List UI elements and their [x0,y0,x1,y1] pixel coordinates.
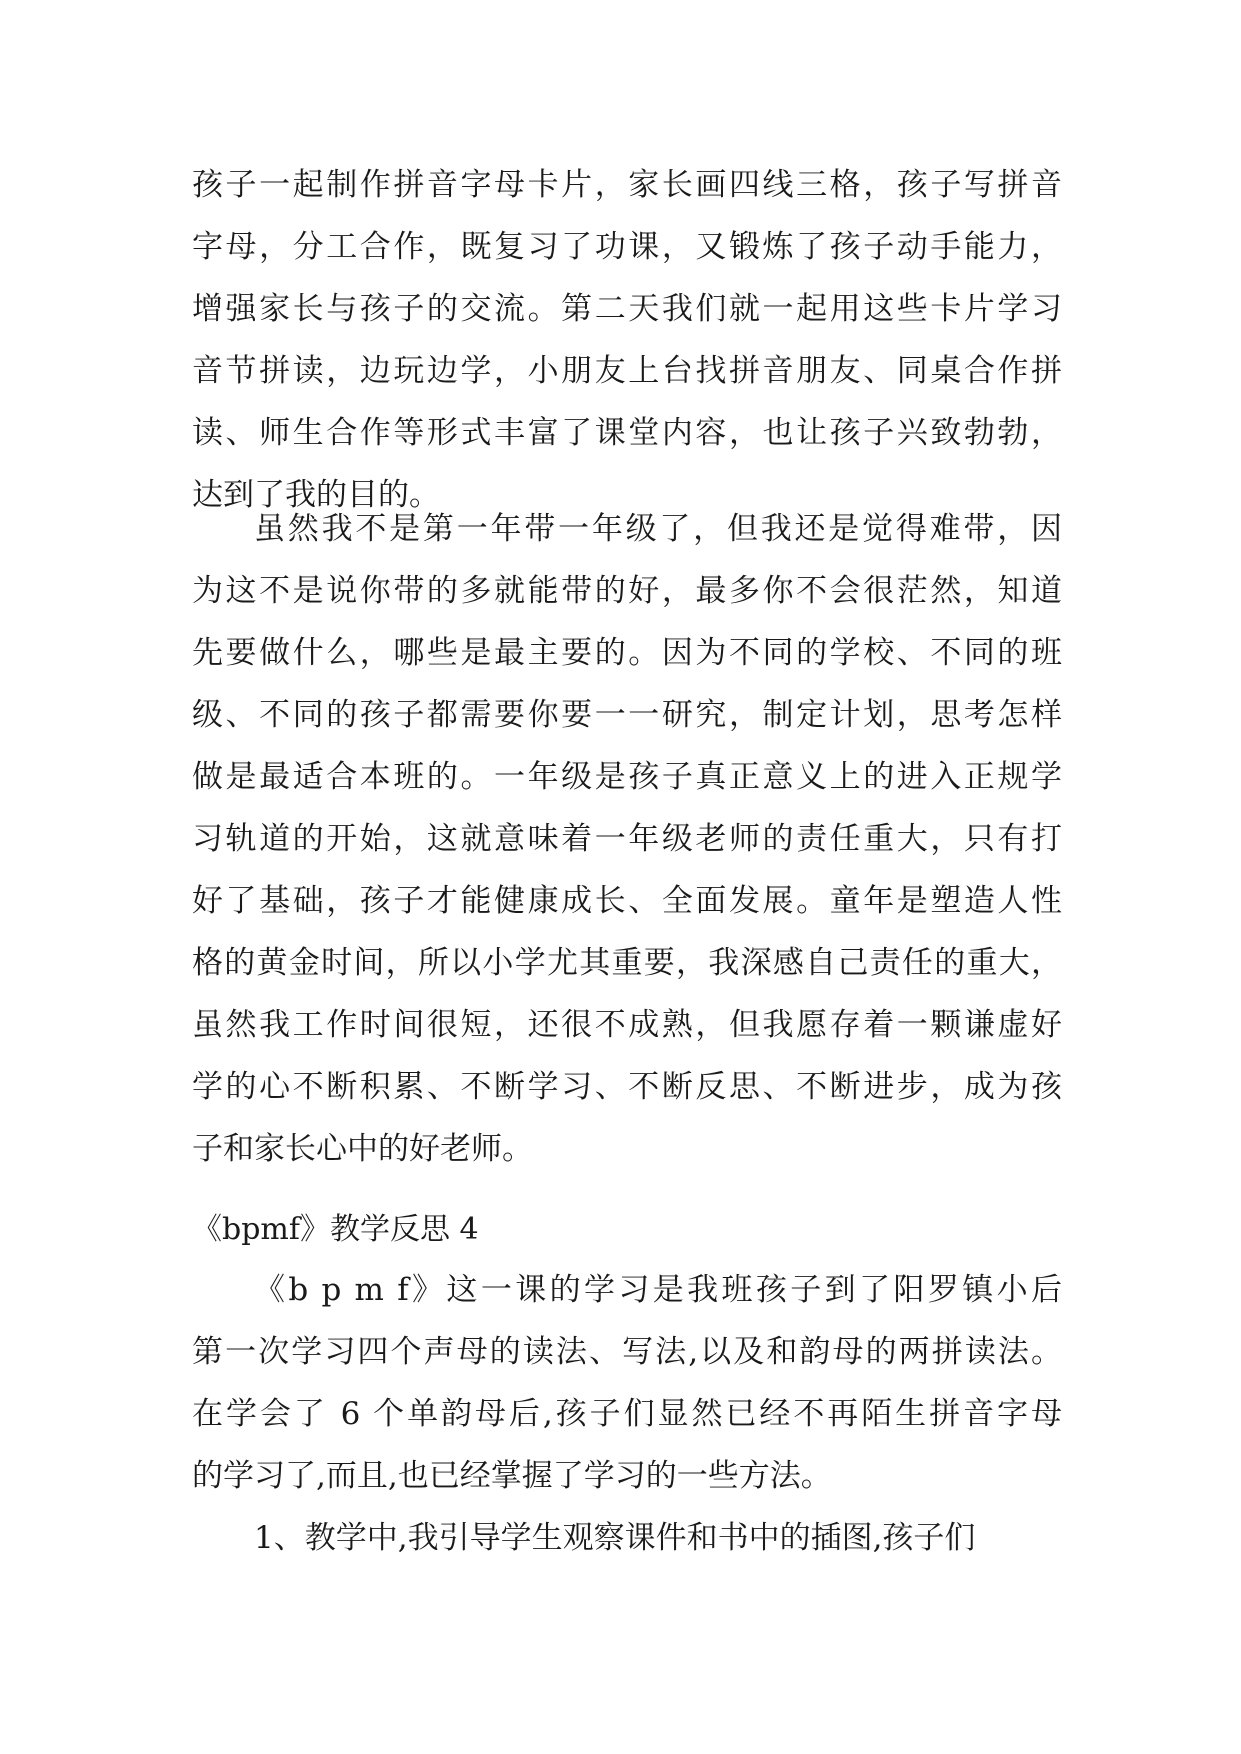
text-line: 为这不是说你带的多就能带的好，最多你不会很茫然，知道 [192,573,1062,609]
text-line: 读、师生合作等形式丰富了课堂内容，也让孩子兴致勃勃， [192,415,1062,451]
text-line: 做是最适合本班的。一年级是孩子真正意义上的进入正规学 [192,759,1062,795]
text-line: 音节拼读，边玩边学，小朋友上台找拼音朋友、同桌合作拼 [192,353,1062,389]
text-line: 第一次学习四个声母的读法、写法,以及和韵母的两拼读法。 [192,1334,1062,1370]
text-line: 达到了我的目的。 [192,477,440,513]
text-line: 学的心不断积累、不断学习、不断反思、不断进步，成为孩 [192,1069,1062,1105]
text-line: 在学会了 6 个单韵母后,孩子们显然已经不再陌生拼音字母 [192,1396,1062,1432]
text-line: 级、不同的孩子都需要你要一一研究，制定计划，思考怎样 [192,697,1062,733]
text-line: 字母，分工合作，既复习了功课，又锻炼了孩子动手能力， [192,229,1062,265]
paragraph-bpmf-lesson [192,1259,1062,1569]
text-line: 孩子一起制作拼音字母卡片，家长画四线三格，孩子写拼音 [192,167,1062,203]
text-line: 的学习了,而且,也已经掌握了学习的一些方法。 [192,1458,832,1494]
text-line: 《b p m f》这一课的学习是我班孩子到了阳罗镇小后 [254,1272,1062,1308]
text-line: 增强家长与孩子的交流。第二天我们就一起用这些卡片学习 [192,291,1062,327]
text-line: 1、教学中,我引导学生观察课件和书中的插图,孩子们 [254,1520,976,1556]
paragraph-teaching-reflection [192,498,1062,1180]
text-line: 先要做什么，哪些是最主要的。因为不同的学校、不同的班 [192,635,1062,671]
text-line: 格的黄金时间，所以小学尤其重要，我深感自己责任的重大， [192,945,1062,981]
section-heading: 《bpmf》教学反思 4 [192,1212,479,1247]
text-line: 子和家长心中的好老师。 [192,1131,533,1167]
text-line: 习轨道的开始，这就意味着一年级老师的责任重大，只有打 [192,821,1062,857]
text-line: 好了基础，孩子才能健康成长、全面发展。童年是塑造人性 [192,883,1062,919]
paragraph-card-making [192,154,1062,526]
text-line: 虽然我工作时间很短，还很不成熟，但我愿存着一颗谦虚好 [192,1007,1062,1043]
text-line: 虽然我不是第一年带一年级了，但我还是觉得难带，因 [254,511,1062,547]
